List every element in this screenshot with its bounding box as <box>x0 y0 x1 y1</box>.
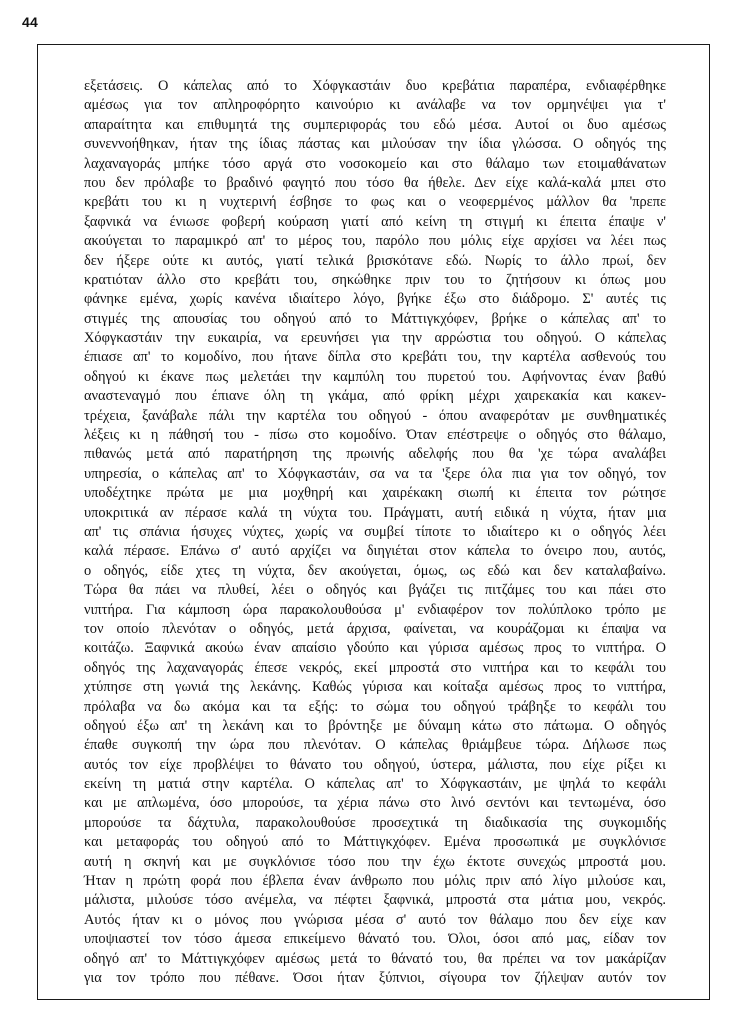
text-line: αναστεναγμό που έπιανε όλη τη γκάμα, από φρίκη μέχρι χαιρεκακία και κακεν- <box>84 388 666 405</box>
text-line: έπιασε απ' το κομοδίνο, που ήτανε δίπλα στο κρεβάτι του, την καρτέλα ασθενούς του <box>84 349 666 366</box>
text-line: αυτός τον είχε προβλέψει το θάνατο του οδηγού, ύστερα, μάλιστα, που είχε ρίξει κι <box>84 756 666 773</box>
text-line: φάνηκε εμένα, χωρίς κανένα ιδιαίτερο λόγο, βγήκε έξω στο διάδρομο. Σ' αυτές τις <box>84 291 666 308</box>
text-line: πιθανώς μετά από παρατήρηση της πρωινής αδελφής που θα 'χε τώρα αναλάβει <box>84 446 666 463</box>
text-line: κοιτάζω. Ξαφνικά ακούω έναν απαίσιο γδούπο και γύρισα αμέσως προς το νιπτήρα. Ο <box>84 640 666 657</box>
text-line: τον οποίο πλενόταν ο οδηγός, μετά άρχισα, φαίνεται, να κουράζομαι κι έπαψα να <box>84 620 666 637</box>
text-line: απ' τις σπάνια ήσυχες νύχτες, χωρίς να συμβεί τίποτε το ιδιαίτερο κι ο οδηγός λέει <box>84 523 666 540</box>
text-line: και με απλωμένα, όσο μπορούσε, τα χέρια πάνω στο λινό σεντόνι και τεντωμένα, όσο <box>84 795 666 812</box>
text-line: έπαθε συγκοπή την ώρα που πλενόταν. Ο κάπελας θριάμβευε τώρα. Δήλωσε πως <box>84 737 666 754</box>
text-line: οδηγού κι έκανε πως μελετάει την καμπύλη του πυρετού του. Αφήνοντας έναν βαθύ <box>84 368 666 385</box>
text-line: που δεν πρόλαβε το βραδινό φαγητό που τόσο θα ήθελε. Δεν είχε καλά-καλά μπει στο <box>84 174 666 191</box>
text-line: Χόφγκαστάιν την ευκαιρία, να ερευνήσει για την αρρώστια του οδηγού. Ο κάπελας <box>84 330 666 347</box>
text-line: υποκριτικά αν πέρασε καλά τη νύχτα του. Πράγματι, αυτή ειδικά η νύχτα, ήταν μια <box>84 504 666 521</box>
text-line: εξετάσεις. Ο κάπελας από το Χόφγκαστάιν δυο κρεβάτια παραπέρα, ενδιαφέρθηκε <box>84 78 666 94</box>
body-text <box>84 77 666 988</box>
text-line: οδηγός της λαχαναγοράς έπεσε νεκρός, εκεί μπροστά στο νιπτήρα και το κεφάλι του <box>84 659 666 676</box>
text-line: λαχαναγοράς μπήκε τόσο αργά στο νοσοκομείο και στο θάλαμο των ετοιμαθάνατων <box>84 155 666 172</box>
text-line: κρεβάτι του κι η νυχτερινή έσβησε το φως και ο νεοφερμένος μάλλον θα 'πρεπε <box>84 194 666 211</box>
text-line: απαραίτητα και επιθυμητά της συμπεριφοράς του εδώ μέσα. Αυτοί οι δυο αμέσως <box>84 116 666 133</box>
text-line: συνεννοήθηκαν, ήταν της ίδιας πάστας και μιλούσαν την ίδια γλώσσα. Ο οδηγός της <box>84 136 666 153</box>
text-line: μπορούσε τα δάχτυλα, παρακολουθούσε προσεχτικά τη διαδικασία της συγκομιδής <box>84 814 666 831</box>
text-line: χτύπησε στη γωνιά της λεκάνης. Καθώς γύρισα και κοίταξα αμέσως προς το νιπτήρα, <box>84 679 666 696</box>
text-line: υποδέχτηκε πρώτα με μια μοχθηρή και χαιρέκακη σιωπή κι έπειτα τον ρώτησε <box>84 485 666 502</box>
text-line: ο οδηγός, είδε χτες τη νύχτα, δεν ακούγεται, όμως, ως εδώ και δεν καταλαβαίνω. <box>84 562 666 579</box>
text-line: νιπτήρα. Για κάμποση ώρα παρακολουθούσα μ' ενδιαφέρον τον πολύπλοκο τρόπο με <box>84 601 666 618</box>
text-line: ξαφνικά να ένιωσε φοβερή κούραση γιατί από κείνη τη στιγμή κι έπειτα έπαψε ν' <box>84 213 666 230</box>
text-line: οδηγού έξω απ' τη λεκάνη και το βρόντηξε με δύναμη κάτω στο πάτωμα. Ο οδηγός <box>84 717 666 734</box>
text-line: κρατιόταν άλλο στο κρεβάτι του, σηκώθηκε πριν του το ζητήσουν κι όπως μου <box>84 271 666 288</box>
text-line: ακούγεται το παραμικρό απ' το μέρος του, παρόλο που μόλις είχε αρχίσει να λέει πως <box>84 233 666 250</box>
text-line: αμέσως για τον απληροφόρητο καινούριο κι ανάλαβε να τον ορμηνέψει για τ' <box>84 97 666 114</box>
page-number: 44 <box>22 14 38 30</box>
text-line: στιγμές της απουσίας του οδηγού από το Μάττιγκχόφεν, βρήκε ο κάπελας απ' το <box>84 310 666 327</box>
text-line: και μεταφοράς του οδηγού από το Μάττιγκχόφεν. Εμένα προσωπικά με συγκλόνισε <box>84 834 666 851</box>
text-line: λέξεις κι η πάθησή του - πίσω στο κομοδίνο. Όταν επέστρεψε ο οδηγός στο θάλαμο, <box>84 427 666 444</box>
text-line: υπηρεσία, ο κάπελας απ' το Χόφγκαστάιν, σα να τα 'ξερε όλα πια για τον οδηγό, τον <box>84 465 666 482</box>
text-line: Αυτός ήταν κι ο μόνος που γνώρισα μέσα σ' αυτό τον θάλαμο που δεν είχε καν <box>84 911 666 928</box>
text-line: εκείνη τη ματιά στην καρτέλα. Ο κάπελας απ' το Χόφγκαστάιν, με ψηλά το κεφάλι <box>84 776 666 793</box>
text-line: δεν ήξερε ούτε κι αυτός, γιατί τελικά βρισκότανε εδώ. Νωρίς το άλλο πρωί, δεν <box>84 252 666 269</box>
text-line: τρέχεια, ξανάβαλε πάλι την καρτέλα του οδηγού - όπου αναφερόταν με συνθηματικές <box>84 407 666 424</box>
text-line: μάλιστα, μιλούσε τόσο ανέμελα, να πέφτει ξαφνικά, μπροστά στα μάτια μου, νεκρός. <box>84 892 666 909</box>
text-line: για τον τρόπο που πέθανε. Όσοι ήταν ξύπνιοι, σίγουρα τον ζήλεψαν αυτόν τον <box>84 969 666 986</box>
text-line: Ήταν η πρώτη φορά που έβλεπα έναν άνθρωπο που μόλις πριν από λίγο μιλούσε και, <box>84 873 666 890</box>
text-line: οδηγό απ' το Μάττιγκχόφεν αμέσως μετά το θάνατό του, θα πρέπει να τον μακάρίζαν <box>84 950 666 967</box>
text-line: υποψιαστεί τον τόσο άμεσα επικείμενο θάνατό του. Όλοι, όσοι από μας, είδαν τον <box>84 931 666 948</box>
text-line: καλά πέρασε. Επάνω σ' αυτό αρχίζει να διηγιέται στον κάπελα το όνειρο που, αυτός, <box>84 543 666 560</box>
text-line: Τώρα θα πάει να πλυθεί, λέει ο οδηγός και βγάζει τις πιτζάμες του και πάει στο <box>84 582 666 599</box>
text-line: αυτή η σκηνή και με συγκλόνισε τόσο που την έχω έκτοτε συνεχώς μπροστά μου. <box>84 853 666 870</box>
text-line: πρόλαβα να δω ακόμα και τα εξής: το σώμα του οδηγού τράβηξε το κεφάλι του <box>84 698 666 715</box>
